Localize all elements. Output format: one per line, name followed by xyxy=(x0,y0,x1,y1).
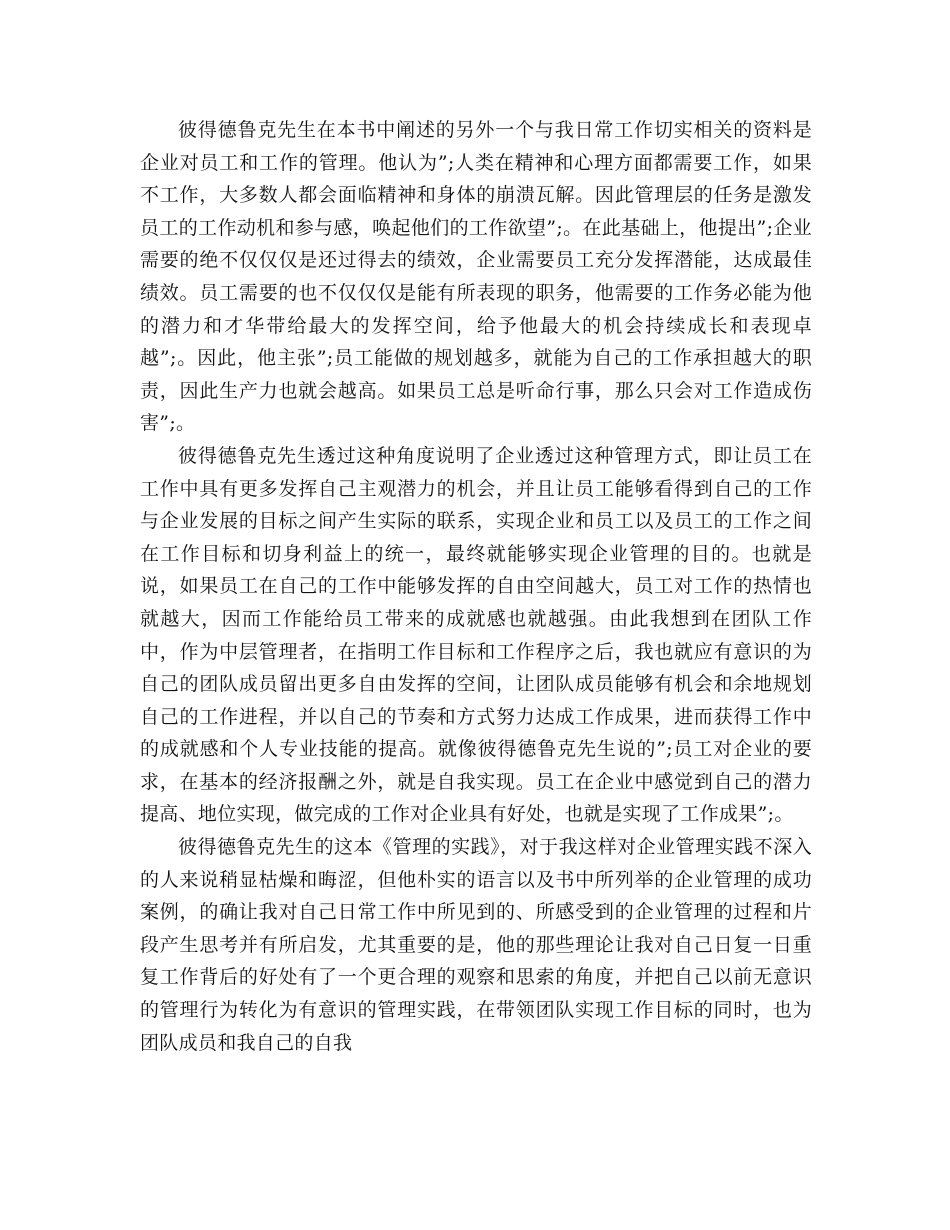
paragraph-2: 彼得德鲁克先生透过这种角度说明了企业透过这种管理方式，即让员工在工作中具有更多发挥自己主观潜力的机会，并且让员工能够看得到自己的工作与企业发展的目标之间产生实际的联系，实现企业和员工以及员工的工作之间在工作目标和切身利益上的统一，最终就能够实现企业管理的目的。也就是说，如果员工在自己的工作中能够发挥的自由空间越大，员工对工作的热情也就越大，因而工作能给员工带来的成就感也就越强。由此我想到在团队工作中，作为中层管理者，在指明工作目标和工作程序之后，我也就应有意识的为自己的团队成员留出更多自由发挥的空间，让团队成员能够有机会和余地规划自己的工作进程，并以自己的节奏和方式努力达成工作成果，进而获得工作中的成就感和个人专业技能的提高。就像彼得德鲁克先生说的”;员工对企业的要求，在基本的经济报酬之外，就是自我实现。员工在企业中感觉到自己的潜力提高、地位实现，做完成的工作对企业具有好处，也就是实现了工作成果”;。 xyxy=(140,444,812,826)
paragraph-1: 彼得德鲁克先生在本书中阐述的另外一个与我日常工作切实相关的资料是企业对员工和工作的管理。他认为”;人类在精神和心理方面都需要工作，如果不工作，大多数人都会面临精神和身体的崩溃瓦解。因此管理层的任务是激发员工的工作动机和参与感，唤起他们的工作欲望”;。在此基础上，他提出”;企业需要的绝不仅仅仅是还过得去的绩效，企业需要员工充分发挥潜能，达成最佳绩效。员工需要的也不仅仅仅是能有所表现的职务，他需要的工作务必能为他的潜力和才华带给最大的发挥空间，给予他最大的机会持续成长和表现卓越”;。因此，他主张”;员工能做的规划越多，就能为自己的工作承担越大的职责，因此生产力也就会越高。如果员工总是听命行事，那么只会对工作造成伤害”;。 xyxy=(140,119,812,435)
document-body xyxy=(140,114,812,1059)
paragraph-3: 彼得德鲁克先生的这本《管理的实践》，对于我这样对企业管理实践不深入的人来说稍显枯燥和晦涩，但他朴实的语言以及书中所列举的企业管理的成功案例，的确让我对自己日常工作中所见到的、所感受到的企业管理的过程和片段产生思考并有所启发，尤其重要的是，他的那些理论让我对自己日复一日重复工作背后的好处有了一个更合理的观察和思索的角度，并把自己以前无意识的管理行为转化为有意识的管理实践，在带领团队实现工作目标的同时，也为团队成员和我自己的自我 xyxy=(140,836,812,1054)
